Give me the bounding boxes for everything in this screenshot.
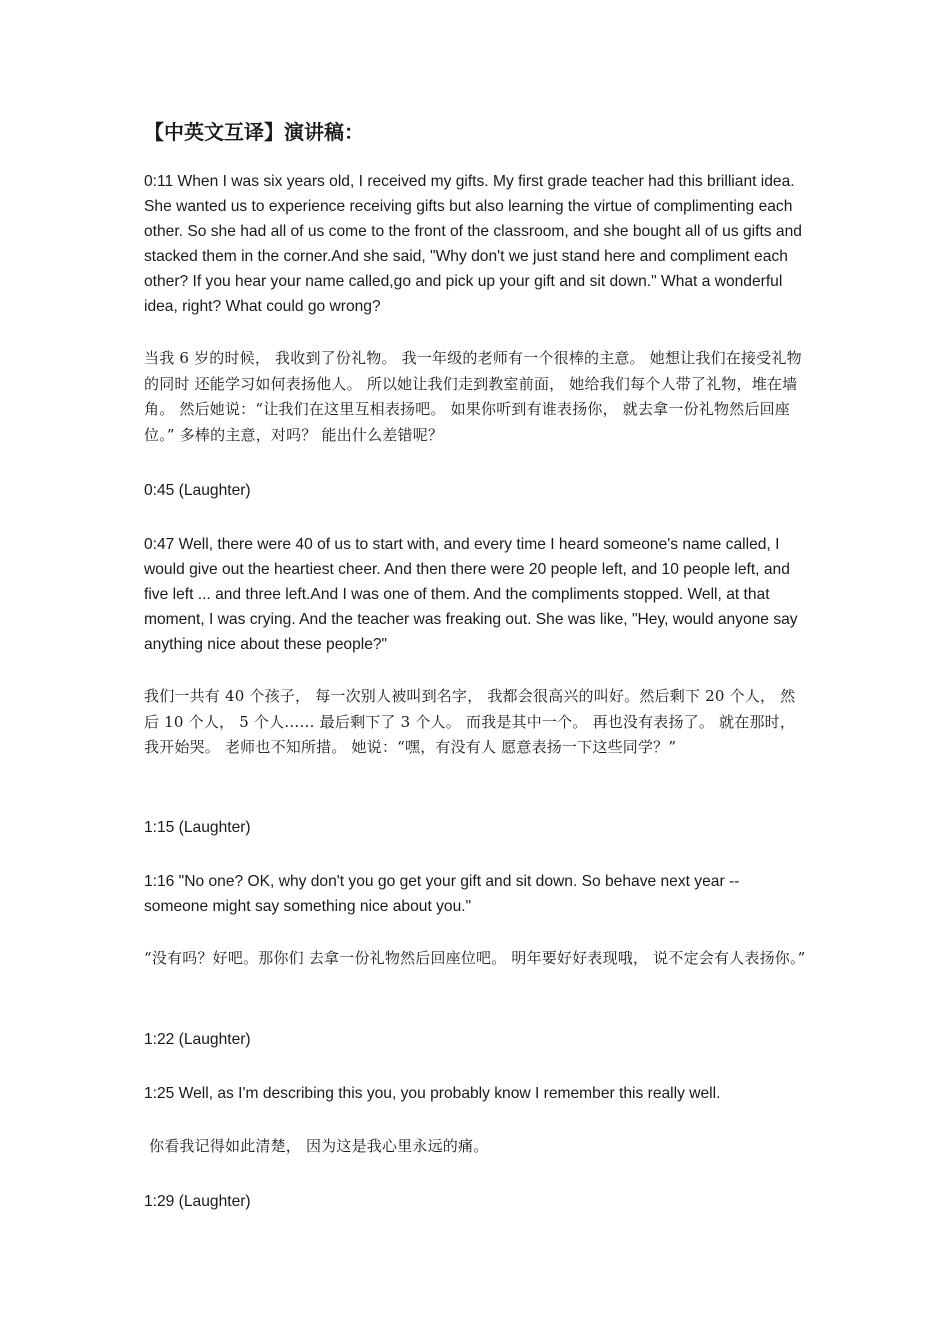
paragraph-en-0125: 1:25 Well, as I'm describing this you, you probably know I remember this really well. [144,1085,721,1102]
paragraph-zh-0047: 我们一共有 40 个孩子， 每一次别人被叫到名字， 我都会很高兴的叫好。然后剩下 20 个人， 然后 10 个人， 5 个人…… 最后剩下了 3 个人。 而我是其中一个。 再也没有表扬了。 就在那时，我开始哭。 老师也不知所措。 她说：“嘿，有没有人 愿意表扬一下这些同学？” [144,687,796,756]
paragraph-zh-0116: “没有吗？好吧。那你们 去拿一份礼物然后回座位吧。 明年要好好表现哦， 说不定会有人表扬你。” [144,949,806,967]
paragraph-en-0116: 1:16 "No one? OK, why don't you go get your gift and sit down. So behave next year -- someone might say something nice about you." [144,873,740,915]
paragraph-en-0115: 1:15 (Laughter) [144,819,251,836]
paragraph-en-0129: 1:29 (Laughter) [144,1193,251,1210]
paragraph-en-0047: 0:47 Well, there were 40 of us to start with, and every time I heard someone's name called, I would give out the heartiest cheer. And then there were 20 people left, and 10 people left, and five left ... and three left.And I was one of them. And the compliments stopped. Well, at that moment, I was crying. And the teacher was freaking out. She was like, "Hey, would anyone say anything nice about these people?" [144,536,798,653]
paragraph-en-0122: 1:22 (Laughter) [144,1031,251,1048]
document-title: 【中英文互译】演讲稿： [144,120,364,144]
paragraph-zh-0125: 你看我记得如此清楚， 因为这是我心里永远的痛。 [149,1137,489,1155]
paragraph-en-0011: 0:11 When I was six years old, I received my gifts. My first grade teacher had this brilliant idea. She wanted us to experience receiving gifts but also learning the virtue of complimenting each other. So she had all of us come to the front of the classroom, and she bought all of us gifts and stacked them in the corner.And she said, "Why don't we just stand here and compliment each other? If you hear your name called,go and pick up your gift and sit down." What a wonderful idea, right? What could go wrong? [144,173,802,315]
paragraph-zh-0011: 当我 6 岁的时候， 我收到了份礼物。 我一年级的老师有一个很棒的主意。 她想让我们在接受礼物的同时 还能学习如何表扬他人。 所以她让我们走到教室前面， 她给我们每个人带了礼物，堆在墙角。 然后她说：“让我们在这里互相表扬吧。 如果你听到有谁表扬你， 就去拿一份礼物然后回座位。” 多棒的主意，对吗？ 能出什么差错呢？ [144,349,802,444]
paragraph-en-0045: 0:45 (Laughter) [144,482,251,499]
